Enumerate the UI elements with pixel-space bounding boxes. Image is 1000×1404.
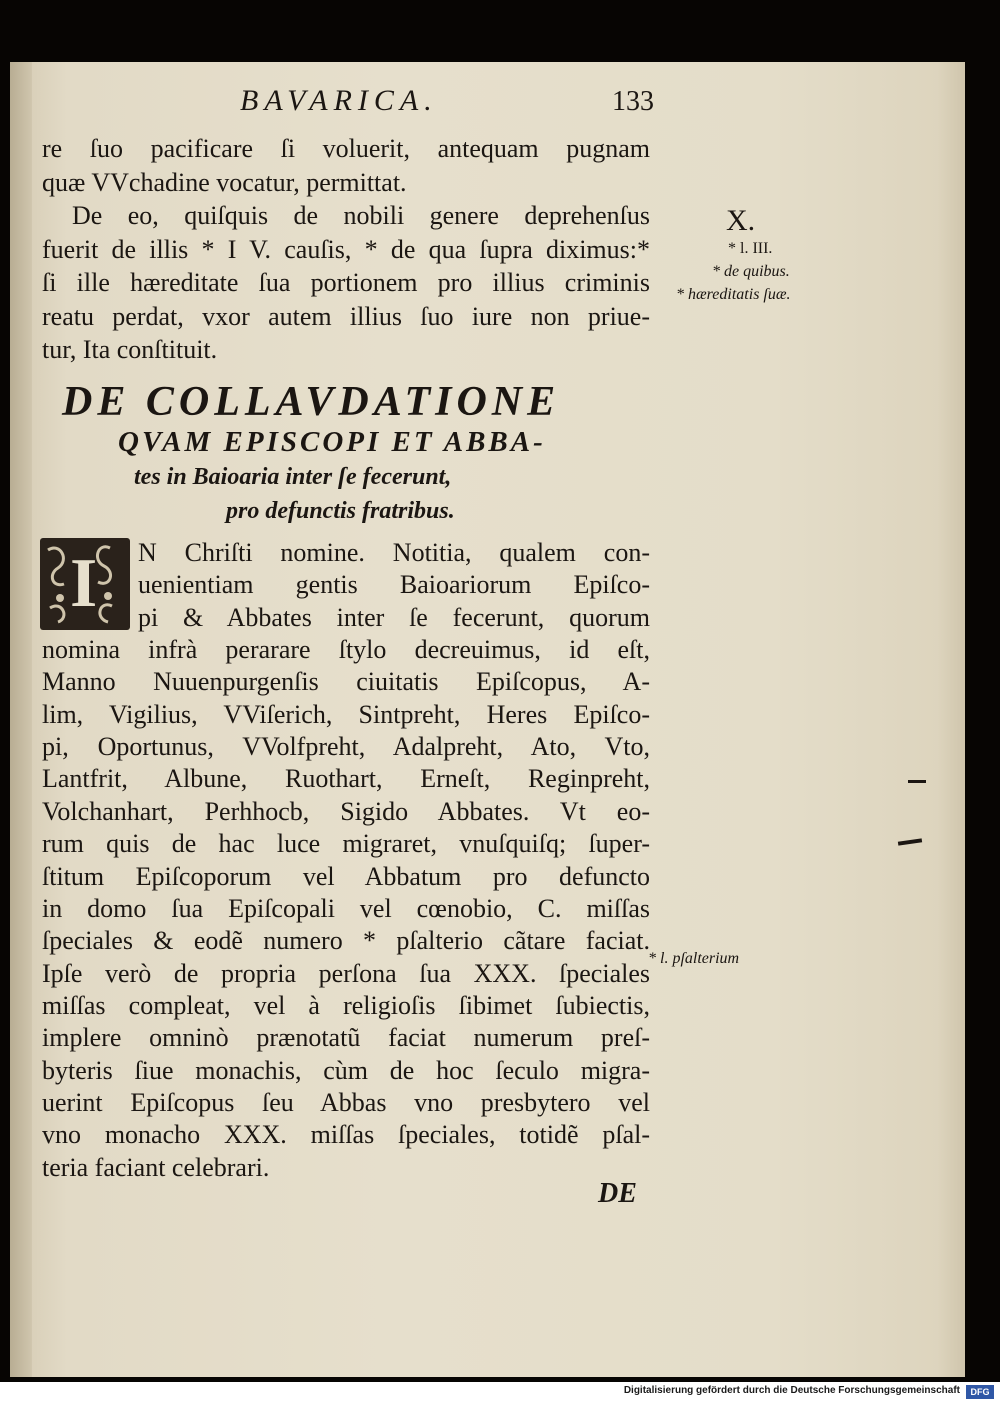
text-line: ſtitum Epiſcoporum vel Abbatum pro defuncto bbox=[42, 861, 650, 891]
text-line: Volchanhart, Perhhocb, Sigido Abbates. Vt eo- bbox=[42, 796, 650, 826]
text-line: Manno Nuuenpurgenſis ciuitatis Epiſcopus, A- bbox=[42, 667, 650, 697]
heading-line-1: DE COLLAVDATIONE bbox=[62, 379, 561, 425]
text-line: byteris ſiue monachis, cùm de hoc ſeculo migra- bbox=[42, 1055, 650, 1085]
margin-section-mark: X. bbox=[726, 204, 756, 237]
text-line: in domo ſua Epiſcopali vel cœnobio, C. miſſas bbox=[42, 893, 650, 923]
page-fore-edge bbox=[938, 62, 965, 1377]
heading-line-3: tes in Baioaria inter ſe fecerunt, bbox=[134, 464, 452, 490]
text-line: pi, Oportunus, VVolfpreht, Adalpreht, Ato, Vto, bbox=[42, 732, 650, 762]
text-line: teria faciant celebrari. bbox=[42, 1152, 270, 1182]
margin-note-2: * de quibus. bbox=[712, 263, 790, 280]
text-line: implere omninò prænotatũ faciat numerum preſ- bbox=[42, 1023, 650, 1053]
text-line: quæ VVchadine vocatur, permittat. bbox=[42, 167, 407, 197]
heading-line-4: pro defunctis fratribus. bbox=[226, 498, 455, 524]
margin-note-4: * l. pſalterium bbox=[648, 950, 740, 967]
margin-note-3: * hæreditatis ſuæ. bbox=[676, 286, 791, 303]
page-gutter-shadow bbox=[10, 62, 32, 1377]
footer-bar bbox=[0, 1382, 1000, 1404]
text-line: Lantfrit, Albune, Ruothart, Erneſt, Reginpreht, bbox=[42, 764, 650, 794]
text-line: vno monacho XXX. miſſas ſpeciales, totidẽ pſal- bbox=[42, 1120, 650, 1150]
margin-note-1: * l. III. bbox=[728, 240, 773, 257]
text-line: pi & Abbates inter ſe fecerunt, quorum bbox=[138, 602, 650, 632]
text-line: re ſuo pacificare ſi voluerit, antequam pugnam bbox=[42, 134, 650, 163]
catchword: DE bbox=[598, 1178, 637, 1209]
text-line: uerint Epiſcopus ſeu Abbas vno presbytero vel bbox=[42, 1087, 650, 1117]
text-line: miſſas compleat, vel à religioſis ſibimet ſubiectis, bbox=[42, 990, 650, 1020]
text-line: Ipſe verò de propria perſona ſua XXX. ſpeciales bbox=[42, 958, 650, 988]
text-line: uenientiam gentis Baioariorum Epiſco- bbox=[138, 570, 650, 600]
footer-credit: Digitalisierung gefördert durch die Deutsche Forschungsgemeinschaft bbox=[623, 1385, 960, 1396]
running-head: BAVARICA. bbox=[240, 84, 438, 117]
decorated-initial bbox=[40, 538, 130, 630]
text-line: lim, Vigilius, VViſerich, Sintpreht, Heres Epiſco- bbox=[42, 699, 650, 729]
text-line: ſpeciales & eodẽ numero * pſalterio cãtare faciat. bbox=[42, 926, 650, 956]
text-line: tur, Ita conſtituit. bbox=[42, 335, 218, 364]
text-line: N Chriſti nomine. Notitia, qualem con- bbox=[138, 538, 650, 567]
text-line: rum quis de hac luce migraret, vnuſquiſq; ſuper- bbox=[42, 829, 650, 859]
text-line: De eo, quiſquis de nobili genere deprehenſus bbox=[72, 201, 650, 230]
text-line: ſi ille hæreditate ſua portionem pro illius criminis bbox=[42, 268, 650, 297]
ink-mark bbox=[908, 780, 926, 783]
text-line: nomina infrà perarare ſtylo decreuimus, id eſt, bbox=[42, 635, 650, 665]
heading-line-2: QVAM EPISCOPI ET ABBA- bbox=[118, 426, 546, 458]
text-line: fuerit de illis * I V. cauſis, * de qua ſupra diximus:* bbox=[42, 234, 650, 264]
initial-letter: I bbox=[70, 545, 98, 622]
dfg-logo: DFG bbox=[966, 1385, 994, 1399]
page-number: 133 bbox=[612, 86, 654, 117]
text-line: reatu perdat, vxor autem illius ſuo iure non priue- bbox=[42, 301, 650, 331]
